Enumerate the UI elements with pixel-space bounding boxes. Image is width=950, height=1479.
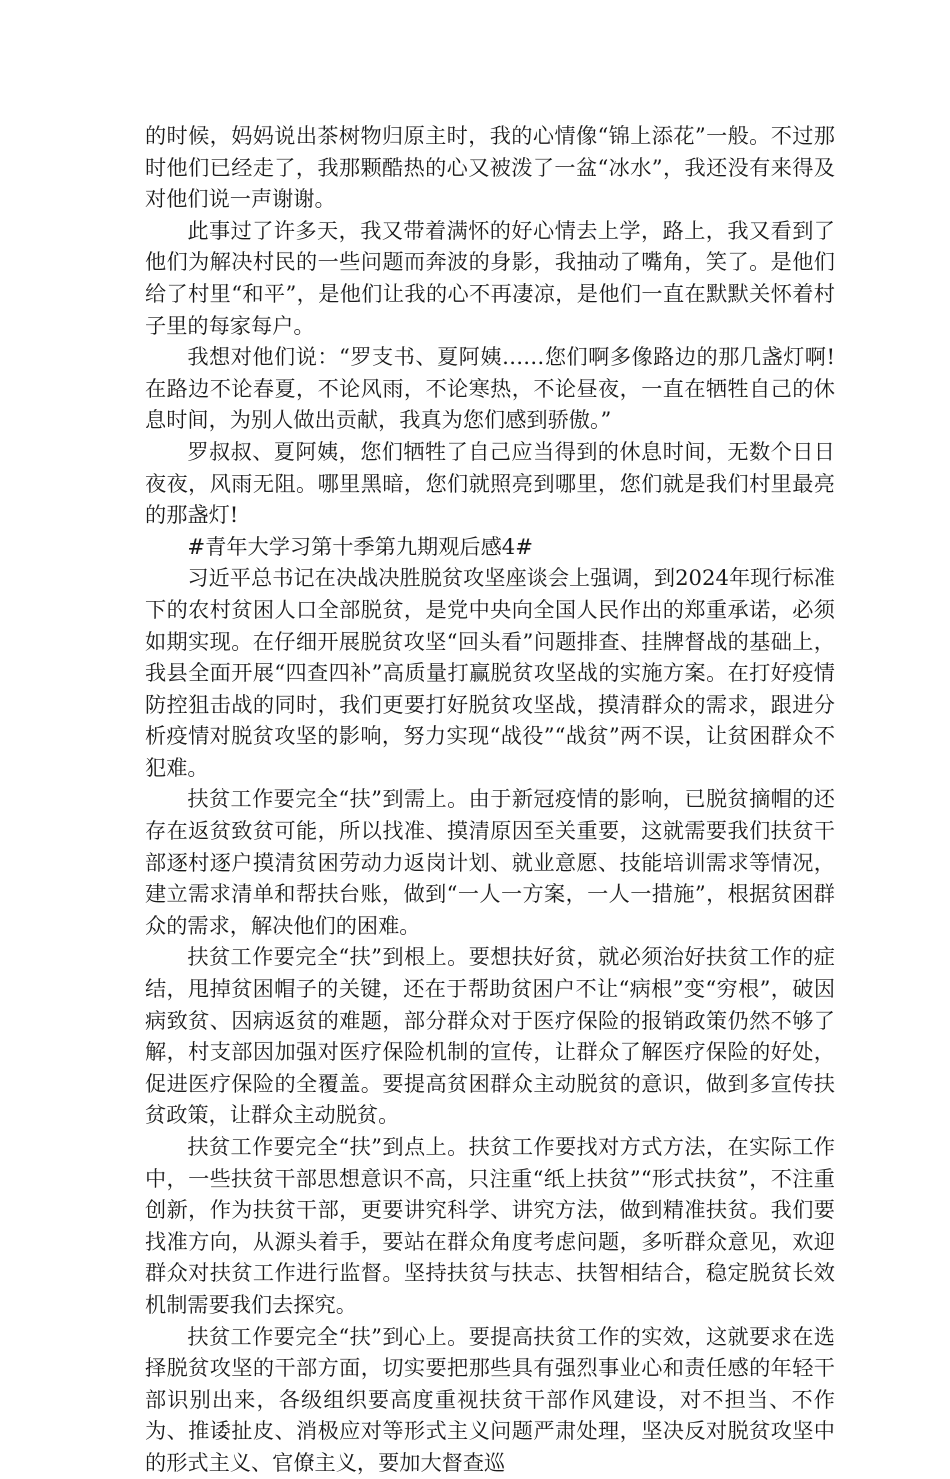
paragraph: 罗叔叔、夏阿姨，您们牺牲了自己应当得到的休息时间，无数个日日夜夜，风雨无阻。哪里黑暗，您们就照亮到哪里，您们就是我们村里最亮的那盏灯! <box>145 438 835 528</box>
section-heading: #青年大学习第十季第九期观后感4# <box>187 533 534 559</box>
document-body <box>145 120 835 1479</box>
paragraph: 扶贫工作要完全“扶”到点上。扶贫工作要找对方式方法，在实际工作中，一些扶贫干部思想意识不高，只注重“纸上扶贫”“形式扶贫”，不注重创新，作为扶贫干部，更要讲究科学、讲究方法，做到精准扶贫。我们要找准方向，从源头着手，要站在群众角度考虑问题，多听群众意见，欢迎群众对扶贫工作进行监督。坚持扶贫与扶志、扶智相结合，稳定脱贫长效机制需要我们去探究。 <box>145 1134 835 1317</box>
paragraph: 扶贫工作要完全“扶”到心上。要提高扶贫工作的实效，这就要求在选择脱贫攻坚的干部方面，切实要把那些具有强烈事业心和责任感的年轻干部识别出来，各级组织要高度重视扶贫干部作风建设，对不担当、不作为、推诿扯皮、消极应对等形式主义问题严肃处理，坚决反对脱贫攻坚中的形式主义、官僚主义，要加大督查巡 <box>145 1323 835 1475</box>
paragraph: 此事过了许多天，我又带着满怀的好心情去上学，路上，我又看到了他们为解决村民的一些问题而奔波的身影，我抽动了嘴角，笑了。是他们给了村里“和平”，是他们让我的心不再凄凉，是他们一直在默默关怀着村子里的每家每户。 <box>145 217 835 338</box>
paragraph: 扶贫工作要完全“扶”到根上。要想扶好贫，就必须治好扶贫工作的症结，甩掉贫困帽子的关键，还在于帮助贫困户不让“病根”变“穷根”，破因病致贫、因病返贫的难题，部分群众对于医疗保险的报销政策仍然不够了解，村支部因加强对医疗保险机制的宣传，让群众了解医疗保险的好处，促进医疗保险的全覆盖。要提高贫困群众主动脱贫的意识，做到多宣传扶贫政策，让群众主动脱贫。 <box>145 944 836 1128</box>
paragraph: 我想对他们说：“罗支书、夏阿姨……您们啊多像路边的那几盏灯啊!在路边不论春夏，不论风雨，不论寒热，不论昼夜，一直在牺牲自己的休息时间，为别人做出贡献，我真为您们感到骄傲。” <box>145 344 835 433</box>
paragraph-continued: 的时候，妈妈说出茶树物归原主时，我的心情像“锦上添花”一般。不过那时他们已经走了，我那颗酷热的心又被泼了一盆“冰水”，我还没有来得及对他们说一声谢谢。 <box>145 123 835 212</box>
paragraph: 习近平总书记在决战决胜脱贫攻坚座谈会上强调，到2024年现行标准下的农村贫困人口全部脱贫，是党中央向全国人民作出的郑重承诺，必须如期实现。在仔细开展脱贫攻坚“回头看”问题排查、挂牌督战的基础上，我县全面开展“四查四补”高质量打赢脱贫攻坚战的实施方案。在打好疫情防控狙击战的同时，我们更要打好脱贫攻坚战，摸清群众的需求，跟进分析疫情对脱贫攻坚的影响，努力实现“战役”“战贫”两不误，让贫困群众不犯难。 <box>145 565 835 780</box>
paragraph: 扶贫工作要完全“扶”到需上。由于新冠疫情的影响，已脱贫摘帽的还存在返贫致贫可能，所以找准、摸清原因至关重要，这就需要我们扶贫干部逐村逐户摸清贫困劳动力返岗计划、就业意愿、技能培训需求等情况，建立需求清单和帮扶台账，做到“一人一方案，一人一措施”，根据贫困群众的需求，解决他们的困难。 <box>145 786 835 938</box>
